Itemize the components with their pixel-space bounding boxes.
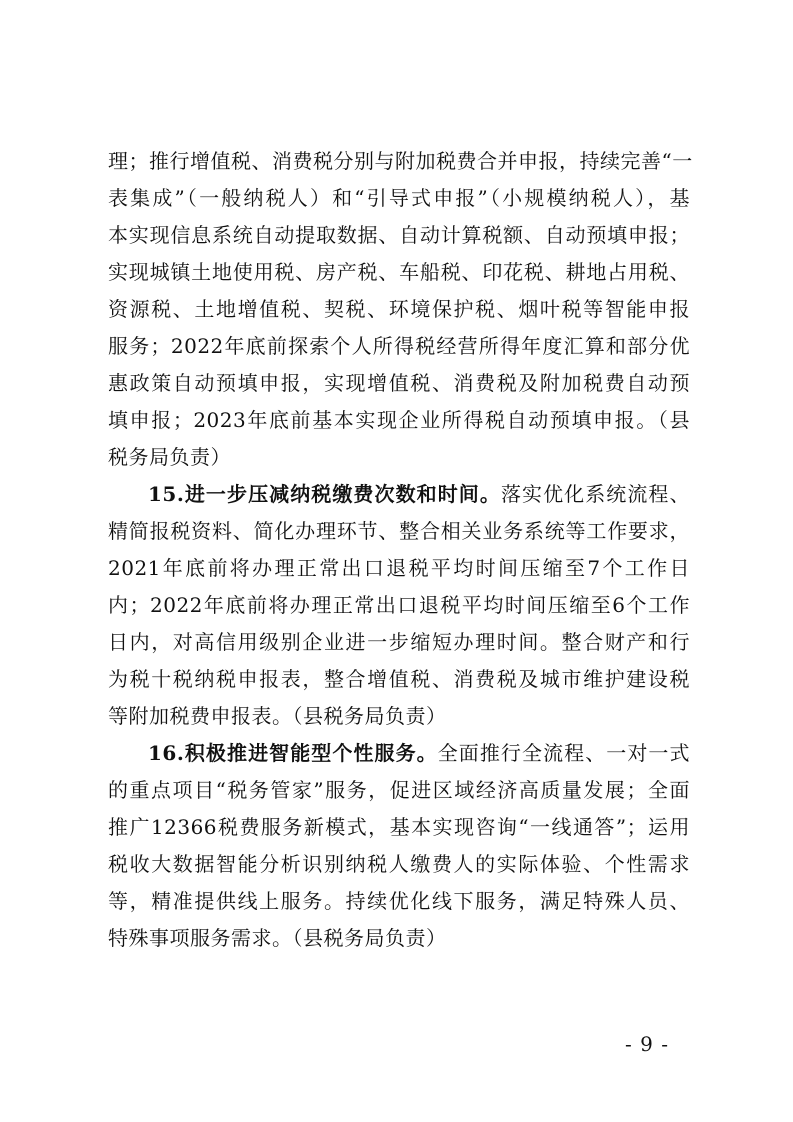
item-text: 落实优化系统流程、 <box>500 482 691 506</box>
text-line: 2021年底前将办理正常出口退税平均时间压缩至7个工作日 <box>108 556 690 580</box>
text-line: 等附加税费申报表。（县税务局负责） <box>108 704 447 728</box>
text-line: 服务；2022年底前探索个人所得税经营所得年度汇算和部分优 <box>108 334 690 358</box>
text-line: 税收大数据智能分析识别纳税人缴费人的实际体验、个性需求 <box>108 852 690 876</box>
text-line: 为税十税纳税申报表，整合增值税、消费税及城市维护建设税 <box>108 667 690 691</box>
text-line: 惠政策自动预填申报，实现增值税、消费税及附加税费自动预 <box>108 371 690 395</box>
text-line: 本实现信息系统自动提取数据、自动计算税额、自动预填申报； <box>108 223 690 247</box>
item-text: 全面推行全流程、一对一式 <box>437 741 690 765</box>
text-line: 实现城镇土地使用税、房产税、车船税、印花税、耕地占用税、 <box>108 260 690 284</box>
paragraph-continuation <box>108 143 693 476</box>
text-line: 内；2022年底前将办理正常出口退税平均时间压缩至6个工作 <box>108 593 690 617</box>
text-line: 推广12366税费服务新模式，基本实现咨询“一线通答”；运用 <box>108 815 690 839</box>
text-line: 等，精准提供线上服务。持续优化线下服务，满足特殊人员、 <box>108 889 690 913</box>
document-body <box>108 143 693 957</box>
text-line: 日内，对高信用级别企业进一步缩短办理时间。整合财产和行 <box>108 630 690 654</box>
paragraph-item-16 <box>108 735 690 957</box>
item-heading: 15.进一步压减纳税缴费次数和时间。 <box>148 482 501 506</box>
paragraph-item-15 <box>108 476 690 735</box>
item-heading: 16.积极推进智能型个性服务。 <box>148 741 438 765</box>
text-line: 的重点项目“税务管家”服务，促进区域经济高质量发展；全面 <box>108 778 690 802</box>
text-line: 特殊事项服务需求。（县税务局负责） <box>108 926 447 950</box>
text-line: 填申报；2023年底前基本实现企业所得税自动预填申报。（县 <box>108 408 690 432</box>
page-number: - 9 - <box>625 1032 669 1056</box>
text-line: 税务局负责） <box>108 445 231 469</box>
text-line: 精简报税资料、简化办理环节、整合相关业务系统等工作要求， <box>108 519 690 543</box>
text-line: 资源税、土地增值税、契税、环境保护税、烟叶税等智能申报 <box>108 297 690 321</box>
text-line: 理；推行增值税、消费税分别与附加税费合并申报，持续完善“一 <box>108 149 693 173</box>
text-line: 表集成”（一般纳税人）和“引导式申报”（小规模纳税人），基 <box>108 186 690 210</box>
text-line <box>108 476 690 513</box>
text-line <box>108 735 690 772</box>
